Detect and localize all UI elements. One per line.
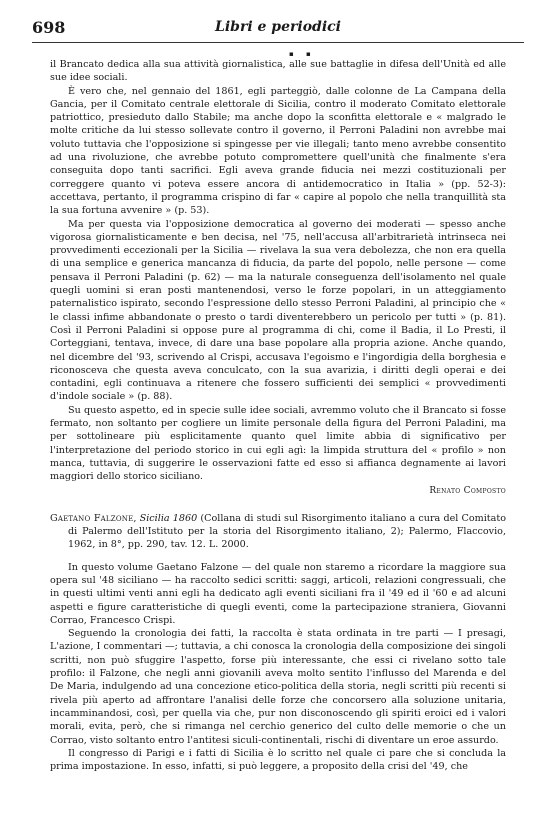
section-gap: [50, 498, 506, 512]
running-header: [32, 18, 524, 43]
page-number: 698: [32, 18, 66, 37]
paragraph: il Brancato dedica alla sua attività giornalistica, alle sue battaglie in difesa dell'Unità ed alle sue idee sociali.: [50, 59, 506, 84]
paragraph: Su questo aspetto, ed in specie sulle idee sociali, avremmo voluto che il Brancato si fosse fermato, non soltanto per cogliere un limite personale della figura del Perroni Paladini, ma per sottolineare più esplicitamente quanto quel limite abbia di significativo per l'interpretazione del periodo storico in cui egli agì: la limpida struttura del « profilo » non manca, tuttavia, di suggerire le osservazioni fatte ed esso si affianca degnamente ai lavori maggiori dello storico siciliano.: [50, 404, 506, 483]
paragraph: In questo volume Gaetano Falzone — del quale non staremo a ricordare la maggiore sua opera sul '48 siciliano — ha raccolto sedici scritti: saggi, articoli, relazioni congressuali, che in questi ultimi venti anni egli ha dedicato agli eventi siciliani fra il '49 ed il '60 e ad alcuni aspetti e figure caratteristiche di quegli eventi, come la partecipazione straniera, Giovanni Corrao, Francesco Crispi.: [50, 561, 506, 626]
paragraph: Ma per questa via l'opposizione democratica al governo dei moderati — spesso anche vigorosa giornalisticamente e ben decisa, nel '75, nell'accusa all'arbitrarietà intrinseca nei provvedimenti eccezionali per la Sicilia — rivelava la sua vera debolezza, che non era quella di una semplice e generica mancanza di fiducia, da parte del popolo, nelle persone — come pensava il Perroni Paladini (p. 62) — ma la naturale conseguenza dell'isolamento nel quale quegli uomini si eran posti mantenendosi, verso le forze popolari, in un atteggiamento paternalistico ispirato, secondo l'espressione dello stesso Perroni Paladini, al principio che « le classi infime abbandonate o presto o tardi diventerebbero un pericolo per tutti » (p. 81). Così il Perroni Paladini si oppose pure al programma di chi, come il Badia, il Lo Presti, il Corteggiani, tentava, invece, di dare una base popolare alla propria azione. Anche quando, nel dicembre del '93, scrivendo al Crispi, accusava l'egoismo e l'ingordigia della borghesia e riconosceva che questa aveva conculcato, con la sua avarizia, i diritti degli operai e dei contadini, egli continuava a ritenere che fossero sufficienti dei semplici « provvedimenti d'indole sociale » (p. 88).: [50, 218, 506, 403]
text-body: [50, 58, 506, 773]
paragraph: Il congresso di Parigi e i fatti di Sicilia è lo scritto nel quale ci pare che si concluda la prima impostazione. In esso, infatti, si può leggere, a proposito della crisi del '49, che: [50, 747, 506, 773]
paragraph: Seguendo la cronologia dei fatti, la raccolta è stata ordinata in tre parti — I presagi, L'azione, I commentari —; tuttavia, a chi conosca la cronologia della composizione dei singoli scritti, non può sfuggire l'aspetto, forse più interessante, che essi ci rivelano sotto tale profilo: il Falzone, che negli anni giovanili aveva molto sentito l'influsso del Marenda e del De Maria, indulgendo ad una concezione etico-politica della storia, negli scritti più recenti si rivela più aperto ad affrontare l'analisi delle forze che concorsero alla soluzione unitaria, incamminandosi, così, per quella via che, pur non disconoscendo gli spiriti eroici ed i valori morali, evita, però, che si rimanga nel cerchio generico del culto delle memorie o che un Corrao, visto soltanto entro l'antitesi siculi-continentali, rischi di diventare un eroe assurdo.: [50, 628, 506, 746]
print-specks: ▪ ▪: [289, 50, 316, 58]
book-author: Gaetano Falzone: [50, 512, 134, 524]
book-title: Sicilia 1860: [139, 512, 198, 524]
paragraph: È vero che, nel gennaio del 1861, egli parteggiò, dalle colonne de La Campana della Gancia, per il Comitato centrale elettorale di Sicilia, contro il moderato Comitato elettorale patriottico, presieduto dallo Stabile; ma anche dopo la sconfitta elettorale e « malgrado le molte critiche da lui stesso sollevate contro il governo, il Perroni Paladini non avrebbe mai voluto tuttavia che l'opposizione si spingesse per vie illegali; tanto meno avrebbe consentito ad una rivoluzione, che avrebbe potuto compromettere quell'unità che finalmente s'era conseguita dopo tanti sacrifici. Egli aveva grande fiducia nei mezzi costituzionali per correggere quanto vi poteva essere ancora di antidemocratico in Italia » (pp. 52-3): accettava, pertanto, il programma crispino di far « capire al popolo che nella tranquillità sta la sua fortuna avvenire » (p. 53).: [50, 85, 506, 217]
running-title: Libri e periodici: [215, 19, 341, 35]
bibliographic-entry: Gaetano Falzone, Sicilia 1860 (Collana di studi sul Risorgimento italiano a cura del Comitato di Palermo dell'Istituto per la storia del Risorgimento italiano, 2); Palermo, Flaccovio, 1962, in 8°, pp. 290, tav. 12. L. 2000.: [50, 512, 507, 551]
review-signature: Renato Composto: [429, 485, 506, 496]
book-details: (Collana di studi sul Risorgimento italiano a cura del Comitato di Palermo dell'Istituto per la storia del Risorgimento italiano, 2); Palermo, Flaccovio, 1962, in 8°, pp. 290, tav. 12. L. 2000.: [68, 512, 507, 551]
